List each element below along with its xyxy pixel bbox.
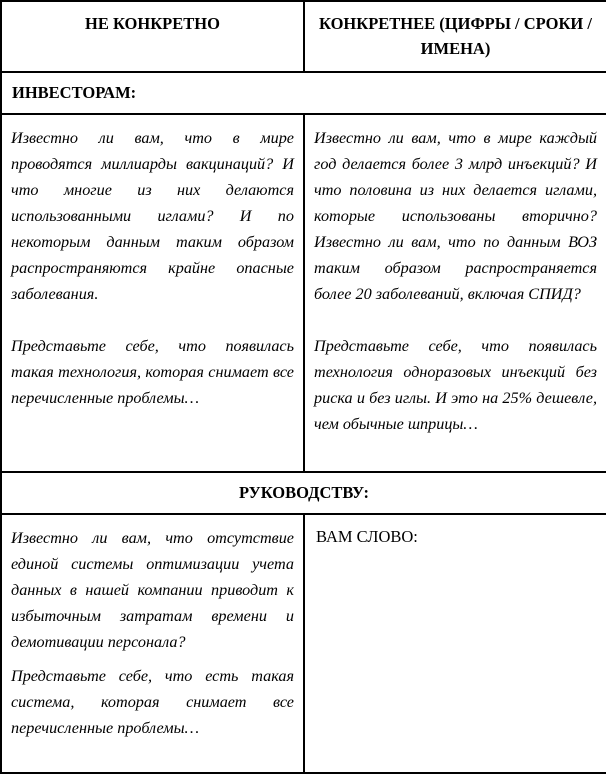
- investors-vague-cell: [1, 114, 304, 472]
- section-banner-management: РУКОВОДСТВУ:: [1, 472, 606, 514]
- investors-vague-paragraph-2: Представьте себе, что появилась такая технология, которая снимает все перечисленные проблемы…: [11, 337, 294, 407]
- table-header-row: [1, 1, 606, 72]
- your-turn-prompt: ВАМ СЛОВО:: [316, 527, 418, 546]
- investors-specific-cell: [304, 114, 606, 472]
- column-header-specific: КОНКРЕТНЕЕ (ЦИФРЫ / СРОКИ / ИМЕНА): [304, 1, 606, 72]
- column-header-vague: НЕ КОНКРЕТНО: [1, 1, 304, 72]
- investors-vague-paragraph-1: Известно ли вам, что в мире проводятся миллиарды вакцинаций? И что многие из них делаются использованными иглами? И по некоторым данным таким образом распространяются крайне опасные заболевания.: [11, 129, 294, 303]
- investors-specific-paragraph-1: Известно ли вам, что в мире каждый год делается более 3 млрд инъекций? И что половина из них делается иглами, которые использованы вторично? Известно ли вам, что по данным ВОЗ таким образом распространяется более 20 заболеваний, включая СПИД?: [314, 129, 597, 303]
- management-vague-paragraph-2: Представьте себе, что есть такая система, которая снимает все перечисленные проблемы…: [11, 667, 294, 737]
- management-vague-paragraph-1: Известно ли вам, что отсутствие единой системы оптимизации учета данных в нашей компании приводит к избыточным затратам времени и демотивации персонала?: [11, 529, 294, 651]
- investors-specific-paragraph-2: Представьте себе, что появилась технология одноразовых инъекций без риска и без иглы. И это на 25% дешевле, чем обычные шприцы…: [314, 337, 597, 433]
- section-banner-row-management: [1, 472, 606, 514]
- management-specific-cell: [304, 514, 606, 773]
- management-vague-cell: [1, 514, 304, 773]
- section-body-row-investors: [1, 114, 606, 472]
- section-body-row-management: [1, 514, 606, 773]
- section-banner-row-investors: [1, 72, 606, 114]
- section-banner-investors: ИНВЕСТОРАМ:: [1, 72, 606, 114]
